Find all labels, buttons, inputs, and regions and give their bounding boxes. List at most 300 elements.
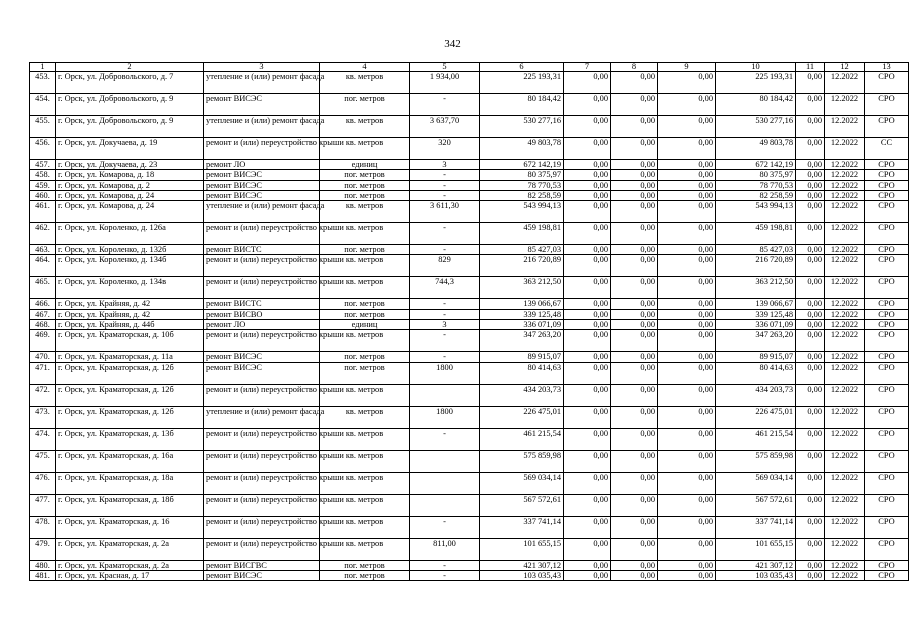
quantity-cell: 1 934,00 [410,72,480,94]
cost-cell: 363 212,50 [716,277,796,299]
total-cost-cell: 89 915,07 [480,352,564,362]
cost-cell: 0,00 [658,406,716,428]
cost-cell: 0,00 [796,277,825,299]
total-cost-cell: 80 414,63 [480,362,564,384]
cost-cell: 0,00 [611,472,658,494]
cost-cell: 0,00 [796,94,825,116]
table-row [30,170,909,180]
address-cell: г. Орск, ул. Короленко, д. 134б [56,255,204,277]
cost-cell: 543 994,13 [716,201,796,223]
cost-cell: 0,00 [611,255,658,277]
cost-cell: 0,00 [796,255,825,277]
cost-cell: 0,00 [658,190,716,200]
column-number: 10 [716,63,796,72]
cost-cell: 0,00 [564,72,611,94]
cost-cell: 0,00 [611,406,658,428]
cost-cell: 0,00 [658,277,716,299]
quantity-cell: - [410,170,480,180]
cost-cell: 0,00 [611,116,658,138]
cost-cell: 530 277,16 [716,116,796,138]
cost-cell: 0,00 [796,494,825,516]
quantity-cell [410,494,480,516]
work-type-cell: ремонт ВИСВО [204,309,320,319]
cost-cell: 575 859,98 [716,450,796,472]
date-cell: 12.2022 [825,72,865,94]
unit-cell: пог. метров [320,190,410,200]
row-number: 477. [30,494,56,516]
method-cell: СРО [865,352,909,362]
address-cell: г. Орск, ул. Краматорская, д. 2а [56,538,204,560]
total-cost-cell: 85 427,03 [480,245,564,255]
work-type-cell: ремонт ВИСЭС [204,570,320,580]
cost-cell: 0,00 [564,494,611,516]
unit-cell: пог. метров [320,362,410,384]
cost-cell: 567 572,61 [716,494,796,516]
address-cell: г. Орск, ул. Краматорская, д. 18а [56,472,204,494]
cost-cell: 0,00 [658,255,716,277]
address-cell: г. Орск, ул. Краматорская, д. 12б [56,406,204,428]
quantity-cell: - [410,516,480,538]
register-table [29,62,909,581]
date-cell: 12.2022 [825,309,865,319]
row-number: 470. [30,352,56,362]
cost-cell: 0,00 [611,138,658,160]
cost-cell: 0,00 [796,299,825,309]
cost-cell: 103 035,43 [716,570,796,580]
row-number: 478. [30,516,56,538]
work-type-cell: ремонт и (или) переустройство крыши [204,428,320,450]
date-cell: 12.2022 [825,428,865,450]
cost-cell: 226 475,01 [716,406,796,428]
address-cell: г. Орск, ул. Комарова, д. 24 [56,190,204,200]
date-cell: 12.2022 [825,406,865,428]
cost-cell: 0,00 [611,299,658,309]
cost-cell: 421 307,12 [716,560,796,570]
method-cell: СРО [865,277,909,299]
work-type-cell: ремонт и (или) переустройство крыши [204,255,320,277]
work-type-cell: утепление и (или) ремонт фасада [204,116,320,138]
table-row [30,570,909,580]
cost-cell: 0,00 [564,320,611,330]
address-cell: г. Орск, ул. Краматорская, д. 16 [56,516,204,538]
cost-cell: 0,00 [611,160,658,170]
cost-cell: 0,00 [611,570,658,580]
address-cell: г. Орск, ул. Красная, д. 17 [56,570,204,580]
date-cell: 12.2022 [825,170,865,180]
table-row [30,450,909,472]
work-type-cell: ремонт и (или) переустройство крыши [204,494,320,516]
cost-cell: 0,00 [658,180,716,190]
quantity-cell: - [410,223,480,245]
cost-cell: 0,00 [658,560,716,570]
work-type-cell: ремонт и (или) переустройство крыши [204,330,320,352]
date-cell: 12.2022 [825,138,865,160]
column-number: 7 [564,63,611,72]
work-type-cell: утепление и (или) ремонт фасада [204,72,320,94]
cost-cell: 0,00 [658,330,716,352]
method-cell: СРО [865,450,909,472]
row-number: 474. [30,428,56,450]
method-cell: СРО [865,170,909,180]
cost-cell: 0,00 [564,299,611,309]
cost-cell: 0,00 [564,116,611,138]
row-number: 479. [30,538,56,560]
total-cost-cell: 363 212,50 [480,277,564,299]
date-cell: 12.2022 [825,494,865,516]
date-cell: 12.2022 [825,472,865,494]
unit-cell: пог. метров [320,570,410,580]
cost-cell: 0,00 [564,223,611,245]
cost-cell: 0,00 [796,72,825,94]
cost-cell: 0,00 [658,428,716,450]
quantity-cell: - [410,330,480,352]
table-row [30,255,909,277]
table-row [30,428,909,450]
cost-cell: 0,00 [611,277,658,299]
unit-cell: пог. метров [320,180,410,190]
quantity-cell: - [410,560,480,570]
cost-cell: 461 215,54 [716,428,796,450]
cost-cell: 0,00 [658,309,716,319]
quantity-cell: 3 637,70 [410,116,480,138]
address-cell: г. Орск, ул. Докучаева, д. 19 [56,138,204,160]
column-number: 4 [320,63,410,72]
method-cell: СРО [865,160,909,170]
date-cell: 12.2022 [825,223,865,245]
address-cell: г. Орск, ул. Крайняя, д. 44б [56,320,204,330]
column-number: 5 [410,63,480,72]
cost-cell: 89 915,07 [716,352,796,362]
work-type-cell: ремонт ВИСЭС [204,94,320,116]
table-row [30,309,909,319]
cost-cell: 0,00 [796,201,825,223]
cost-cell: 0,00 [564,516,611,538]
cost-cell: 0,00 [796,384,825,406]
cost-cell: 225 193,31 [716,72,796,94]
cost-cell: 0,00 [564,560,611,570]
cost-cell: 139 066,67 [716,299,796,309]
work-type-cell: ремонт и (или) переустройство крыши [204,450,320,472]
address-cell: г. Орск, ул. Комарова, д. 24 [56,201,204,223]
date-cell: 12.2022 [825,201,865,223]
row-number: 480. [30,560,56,570]
table-row [30,138,909,160]
row-number: 465. [30,277,56,299]
method-cell: СРО [865,299,909,309]
row-number: 460. [30,190,56,200]
quantity-cell [410,450,480,472]
work-type-cell: утепление и (или) ремонт фасада [204,406,320,428]
method-cell: СРО [865,330,909,352]
cost-cell: 0,00 [611,352,658,362]
date-cell: 12.2022 [825,560,865,570]
cost-cell: 0,00 [658,138,716,160]
quantity-cell: - [410,428,480,450]
unit-cell: кв. метров [320,72,410,94]
total-cost-cell: 347 263,20 [480,330,564,352]
table-row [30,362,909,384]
method-cell: СРО [865,320,909,330]
quantity-cell: - [410,190,480,200]
cost-cell: 339 125,48 [716,309,796,319]
table-row [30,406,909,428]
cost-cell: 0,00 [796,570,825,580]
total-cost-cell: 575 859,98 [480,450,564,472]
cost-cell: 0,00 [564,428,611,450]
total-cost-cell: 530 277,16 [480,116,564,138]
work-type-cell: ремонт ВИСЭС [204,352,320,362]
cost-cell: 0,00 [564,201,611,223]
unit-cell: единиц [320,160,410,170]
date-cell: 12.2022 [825,160,865,170]
row-number: 459. [30,180,56,190]
total-cost-cell: 80 375,97 [480,170,564,180]
quantity-cell: - [410,299,480,309]
work-type-cell: ремонт ВИСЭС [204,180,320,190]
cost-cell: 0,00 [658,201,716,223]
cost-cell: 0,00 [658,384,716,406]
method-cell: СРО [865,570,909,580]
address-cell: г. Орск, ул. Добровольского, д. 9 [56,116,204,138]
quantity-cell: 829 [410,255,480,277]
method-cell: СРО [865,362,909,384]
address-cell: г. Орск, ул. Краматорская, д. 16а [56,450,204,472]
total-cost-cell: 82 258,59 [480,190,564,200]
table-row [30,94,909,116]
cost-cell: 0,00 [796,352,825,362]
quantity-cell: 320 [410,138,480,160]
cost-cell: 0,00 [564,245,611,255]
total-cost-cell: 101 655,15 [480,538,564,560]
date-cell: 12.2022 [825,362,865,384]
cost-cell: 0,00 [658,116,716,138]
column-number: 6 [480,63,564,72]
work-type-cell: ремонт ВИСГВС [204,560,320,570]
row-number: 457. [30,160,56,170]
total-cost-cell: 216 720,89 [480,255,564,277]
address-cell: г. Орск, ул. Добровольского, д. 7 [56,72,204,94]
quantity-cell: 3 611,30 [410,201,480,223]
quantity-cell: 1800 [410,362,480,384]
address-cell: г. Орск, ул. Докучаева, д. 23 [56,160,204,170]
method-cell: СРО [865,406,909,428]
unit-cell: кв. метров [320,494,410,516]
cost-cell: 0,00 [796,190,825,200]
cost-cell: 85 427,03 [716,245,796,255]
cost-cell: 0,00 [658,362,716,384]
table-row [30,330,909,352]
address-cell: г. Орск, ул. Короленко, д. 132б [56,245,204,255]
cost-cell: 216 720,89 [716,255,796,277]
cost-cell: 0,00 [564,170,611,180]
cost-cell: 0,00 [564,180,611,190]
quantity-cell: - [410,245,480,255]
date-cell: 12.2022 [825,516,865,538]
cost-cell: 0,00 [564,138,611,160]
cost-cell: 0,00 [564,570,611,580]
cost-cell: 0,00 [796,116,825,138]
cost-cell: 0,00 [611,538,658,560]
date-cell: 12.2022 [825,320,865,330]
method-cell: СС [865,138,909,160]
date-cell: 12.2022 [825,450,865,472]
method-cell: СРО [865,560,909,570]
total-cost-cell: 226 475,01 [480,406,564,428]
method-cell: СРО [865,223,909,245]
cost-cell: 0,00 [658,245,716,255]
total-cost-cell: 461 215,54 [480,428,564,450]
row-number: 454. [30,94,56,116]
address-cell: г. Орск, ул. Краматорская, д. 10б [56,330,204,352]
total-cost-cell: 543 994,13 [480,201,564,223]
work-type-cell: ремонт ВИСЭС [204,362,320,384]
cost-cell: 0,00 [658,472,716,494]
address-cell: г. Орск, ул. Комарова, д. 18 [56,170,204,180]
row-number: 475. [30,450,56,472]
quantity-cell: - [410,94,480,116]
cost-cell: 0,00 [796,560,825,570]
cost-cell: 0,00 [611,94,658,116]
cost-cell: 0,00 [564,362,611,384]
cost-cell: 0,00 [796,362,825,384]
method-cell: СРО [865,190,909,200]
column-number: 11 [796,63,825,72]
cost-cell: 347 263,20 [716,330,796,352]
quantity-cell [410,384,480,406]
cost-cell: 0,00 [796,472,825,494]
cost-cell: 0,00 [611,72,658,94]
work-type-cell: ремонт ВИСЭС [204,190,320,200]
unit-cell: пог. метров [320,352,410,362]
cost-cell: 0,00 [611,309,658,319]
work-type-cell: ремонт и (или) переустройство крыши [204,538,320,560]
column-number: 9 [658,63,716,72]
unit-cell: единиц [320,320,410,330]
row-number: 453. [30,72,56,94]
address-cell: г. Орск, ул. Комарова, д. 2 [56,180,204,190]
table-row [30,352,909,362]
address-cell: г. Орск, ул. Краматорская, д. 18б [56,494,204,516]
unit-cell: пог. метров [320,299,410,309]
cost-cell: 0,00 [796,450,825,472]
address-cell: г. Орск, ул. Краматорская, д. 2а [56,560,204,570]
date-cell: 12.2022 [825,190,865,200]
cost-cell: 78 770,53 [716,180,796,190]
quantity-cell [410,472,480,494]
cost-cell: 0,00 [564,450,611,472]
cost-cell: 0,00 [658,223,716,245]
cost-cell: 0,00 [796,245,825,255]
address-cell: г. Орск, ул. Короленко, д. 134в [56,277,204,299]
work-type-cell: утепление и (или) ремонт фасада [204,201,320,223]
cost-cell: 0,00 [611,428,658,450]
cost-cell: 0,00 [564,277,611,299]
quantity-cell: - [410,180,480,190]
quantity-cell: 744,3 [410,277,480,299]
row-number: 461. [30,201,56,223]
cost-cell: 434 203,73 [716,384,796,406]
date-cell: 12.2022 [825,255,865,277]
cost-cell: 0,00 [611,516,658,538]
cost-cell: 0,00 [796,330,825,352]
cost-cell: 82 258,59 [716,190,796,200]
unit-cell: кв. метров [320,406,410,428]
cost-cell: 0,00 [611,223,658,245]
table-row [30,320,909,330]
unit-cell: кв. метров [320,472,410,494]
cost-cell: 0,00 [564,406,611,428]
table-row [30,116,909,138]
cost-cell: 0,00 [796,406,825,428]
cost-cell: 0,00 [796,170,825,180]
cost-cell: 0,00 [796,320,825,330]
cost-cell: 0,00 [564,190,611,200]
total-cost-cell: 49 803,78 [480,138,564,160]
total-cost-cell: 225 193,31 [480,72,564,94]
table-row [30,223,909,245]
quantity-cell: 3 [410,160,480,170]
method-cell: СРО [865,94,909,116]
unit-cell: пог. метров [320,309,410,319]
date-cell: 12.2022 [825,570,865,580]
quantity-cell: - [410,570,480,580]
cost-cell: 101 655,15 [716,538,796,560]
unit-cell: кв. метров [320,384,410,406]
cost-cell: 0,00 [611,450,658,472]
address-cell: г. Орск, ул. Крайняя, д. 42 [56,309,204,319]
cost-cell: 0,00 [611,201,658,223]
page-number: 342 [444,38,461,50]
column-number: 8 [611,63,658,72]
date-cell: 12.2022 [825,384,865,406]
table-row [30,472,909,494]
row-number: 462. [30,223,56,245]
total-cost-cell: 434 203,73 [480,384,564,406]
cost-cell: 0,00 [611,190,658,200]
cost-cell: 49 803,78 [716,138,796,160]
total-cost-cell: 569 034,14 [480,472,564,494]
cost-cell: 0,00 [611,245,658,255]
cost-cell: 0,00 [611,560,658,570]
unit-cell: кв. метров [320,516,410,538]
date-cell: 12.2022 [825,94,865,116]
method-cell: СРО [865,384,909,406]
table-row [30,190,909,200]
quantity-cell: 3 [410,320,480,330]
cost-cell: 0,00 [796,516,825,538]
quantity-cell: - [410,309,480,319]
column-number: 13 [865,63,909,72]
method-cell: СРО [865,116,909,138]
total-cost-cell: 421 307,12 [480,560,564,570]
address-cell: г. Орск, ул. Краматорская, д. 13б [56,428,204,450]
unit-cell: кв. метров [320,201,410,223]
date-cell: 12.2022 [825,352,865,362]
cost-cell: 80 184,42 [716,94,796,116]
quantity-cell: 1800 [410,406,480,428]
cost-cell: 0,00 [658,320,716,330]
address-cell: г. Орск, ул. Крайняя, д. 42 [56,299,204,309]
method-cell: СРО [865,245,909,255]
row-number: 456. [30,138,56,160]
total-cost-cell: 672 142,19 [480,160,564,170]
cost-cell: 336 071,09 [716,320,796,330]
table-row [30,160,909,170]
cost-cell: 0,00 [658,538,716,560]
table-row [30,277,909,299]
work-type-cell: ремонт и (или) переустройство крыши [204,277,320,299]
cost-cell: 80 414,63 [716,362,796,384]
